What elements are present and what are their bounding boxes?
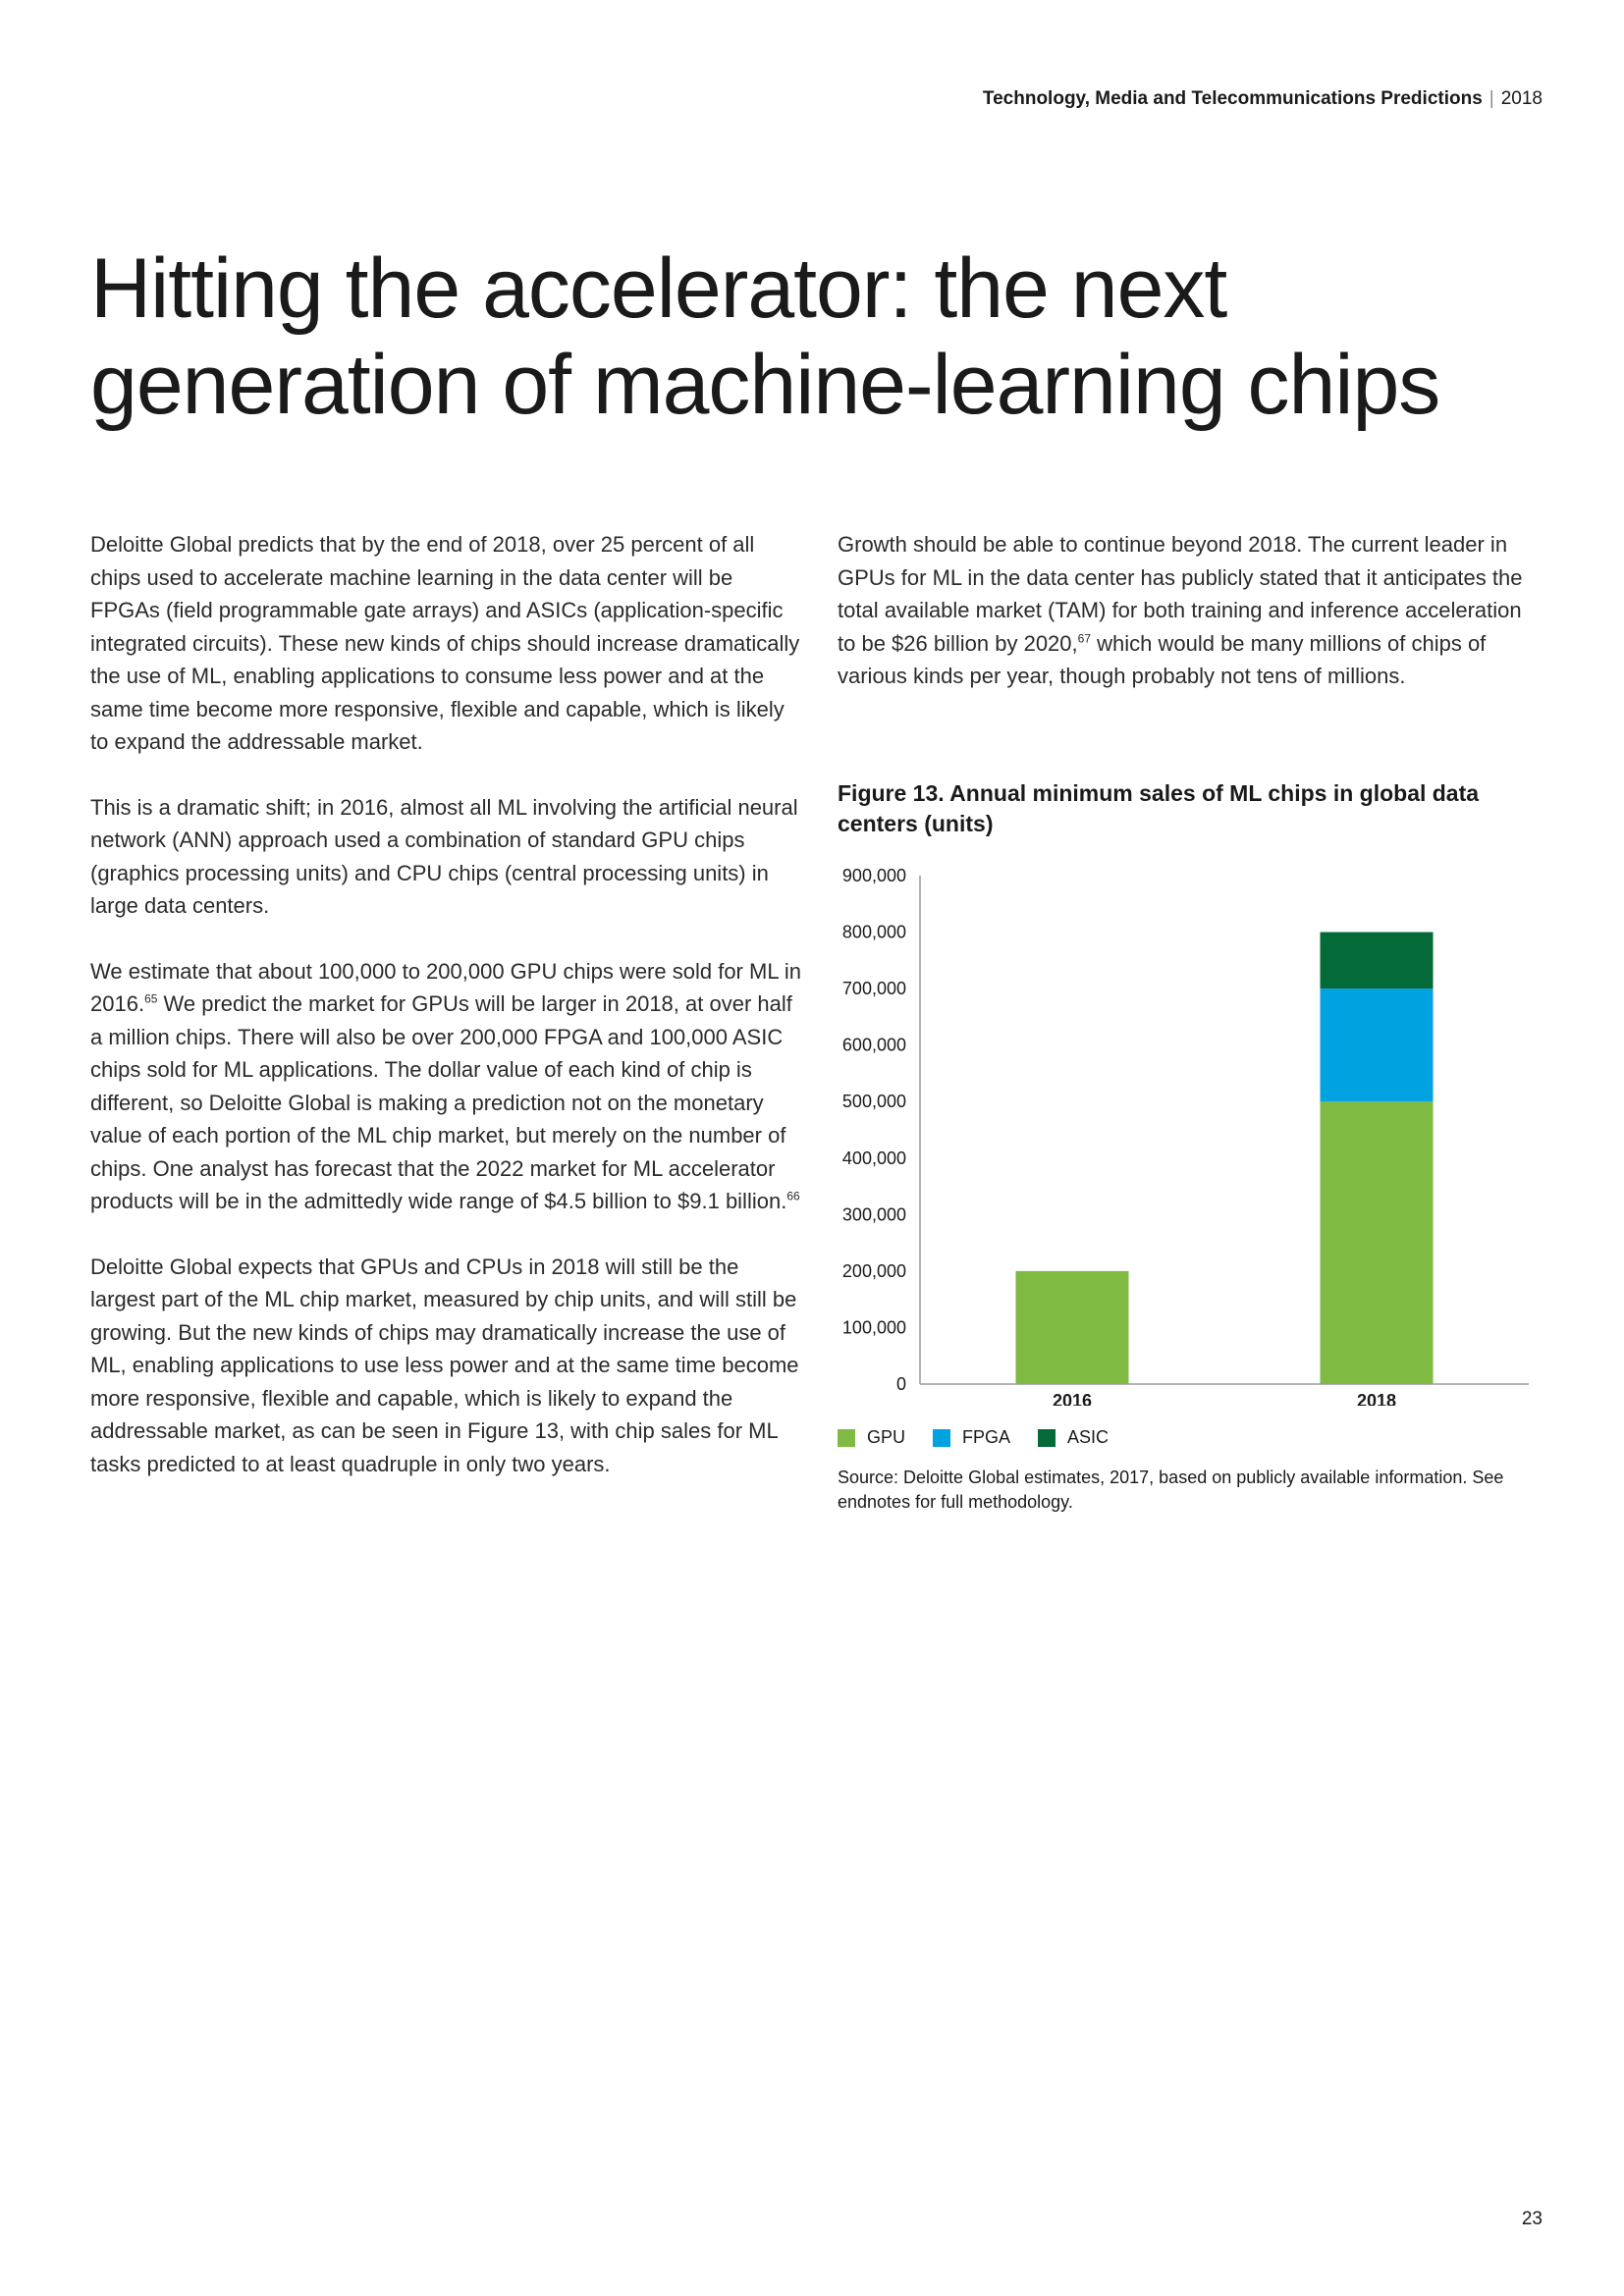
legend-swatch [1038,1429,1056,1447]
x-tick-label: 2016 [1052,1391,1093,1406]
paragraph-text: which would be many millions of chips of various kinds per year, though probably not tens of millions. [838,630,1487,688]
paragraph-text: We estimate that about 100,000 to 200,000 GPU chips were sold for ML in 2016. [90,958,801,1016]
header-separator: | [1489,88,1494,109]
body-paragraph [90,791,807,923]
legend-item-fpga [933,1427,1010,1448]
body-paragraph [90,1251,807,1481]
page-title: Hitting the accelerator: the next generation of machine-learning chips [90,241,1440,432]
bar-segment-fpga-2018 [1321,988,1434,1101]
legend-item-asic [1038,1427,1109,1448]
paragraph-text: Deloitte Global expects that GPUs and CPUs in 2018 will still be the largest part of the ML chip market, measured by chip units, and will still be growing. But the new kinds of chips may dramatically increase the use of ML, enabling applications to use less power and at the same time become more responsive, flexible and capable, which is likely to expand the addressable market, as can be seen in Figure 13, with chip sales for ML tasks predicted to at least quadruple in only two years. [90,1254,799,1476]
footnote-ref: 67 [1077,631,1091,646]
paragraph-text: Growth should be able to continue beyond 2018. The current leader in GPUs for ML in the data center has publicly stated that it anticipates the total available market (TAM) for both training and inference acceleration to be $26 billion by 2020, [838,532,1523,656]
legend-label: FPGA [962,1427,1011,1447]
footnote-ref: 66 [786,1189,800,1203]
x-tick-label: 2018 [1356,1391,1397,1406]
body-paragraph [90,528,807,759]
figure-title: Figure 13. Annual minimum sales of ML chips in global data centers (units) [838,780,1480,836]
chart-legend [838,1427,1109,1448]
y-tick-label: 500,000 [841,1092,906,1112]
legend-item-gpu [838,1427,905,1448]
y-tick-label: 200,000 [841,1260,906,1281]
legend-label: ASIC [1067,1427,1110,1447]
paragraph-text: We predict the market for GPUs will be larger in 2018, at over half a million chips. There will also be over 200,000 FPGA and 100,000 ASIC chips sold for ML applications. The dollar value of each kind of chip is different, so Deloitte Global is making a prediction not on the monetary value of each portion of the ML chip market, but merely on the number of chips. One analyst has forecast that the 2022 market for ML accelerator products will be in the admittedly wide range of $4.5 billion to $9.1 billion. [90,991,792,1213]
bar-segment-gpu-2018 [1321,1101,1434,1384]
y-tick-label: 300,000 [841,1204,906,1225]
y-tick-label: 600,000 [841,1035,906,1055]
page-number: 23 [1521,2209,1543,2229]
publication-name: Technology, Media and Telecommunications Predictions [982,88,1483,109]
figure-source: Source: Deloitte Global estimates, 2017, based on publicly available information. See endnotes for full methodology. [838,1468,1504,1512]
bar-segment-gpu-2016 [1016,1271,1129,1384]
footnote-ref: 65 [144,991,158,1006]
legend-swatch [933,1429,950,1447]
y-tick-label: 900,000 [841,866,906,885]
legend-swatch [838,1429,855,1447]
y-tick-label: 800,000 [841,922,906,942]
bar-segment-asic-2018 [1321,933,1434,989]
y-tick-label: 100,000 [841,1317,906,1338]
y-tick-label: 400,000 [841,1148,906,1168]
left-column [90,528,807,1513]
body-paragraph [838,528,1544,693]
legend-label: GPU [867,1427,906,1447]
running-header [983,88,1543,110]
publication-year: 2018 [1500,88,1543,109]
stacked-bar-chart [830,856,1537,1406]
y-tick-label: 0 [895,1374,906,1394]
right-column [838,528,1544,725]
y-tick-label: 700,000 [841,979,906,999]
paragraph-text: Deloitte Global predicts that by the end of 2018, over 25 percent of all chips used to accelerate machine learning in the data center will be FPGAs (field programmable gate arrays) and ASICs (application-specific integrated circuits). These new kinds of chips should increase dramatically the use of ML, enabling applications to consume less power and at the same time become more responsive, flexible and capable, which is likely to expand the addressable market. [90,532,800,754]
body-paragraph [90,955,807,1218]
paragraph-text: This is a dramatic shift; in 2016, almost all ML involving the artificial neural network (ANN) approach used a combination of standard GPU chips (graphics processing units) and CPU chips (central processing units) in large data centers. [90,794,798,918]
